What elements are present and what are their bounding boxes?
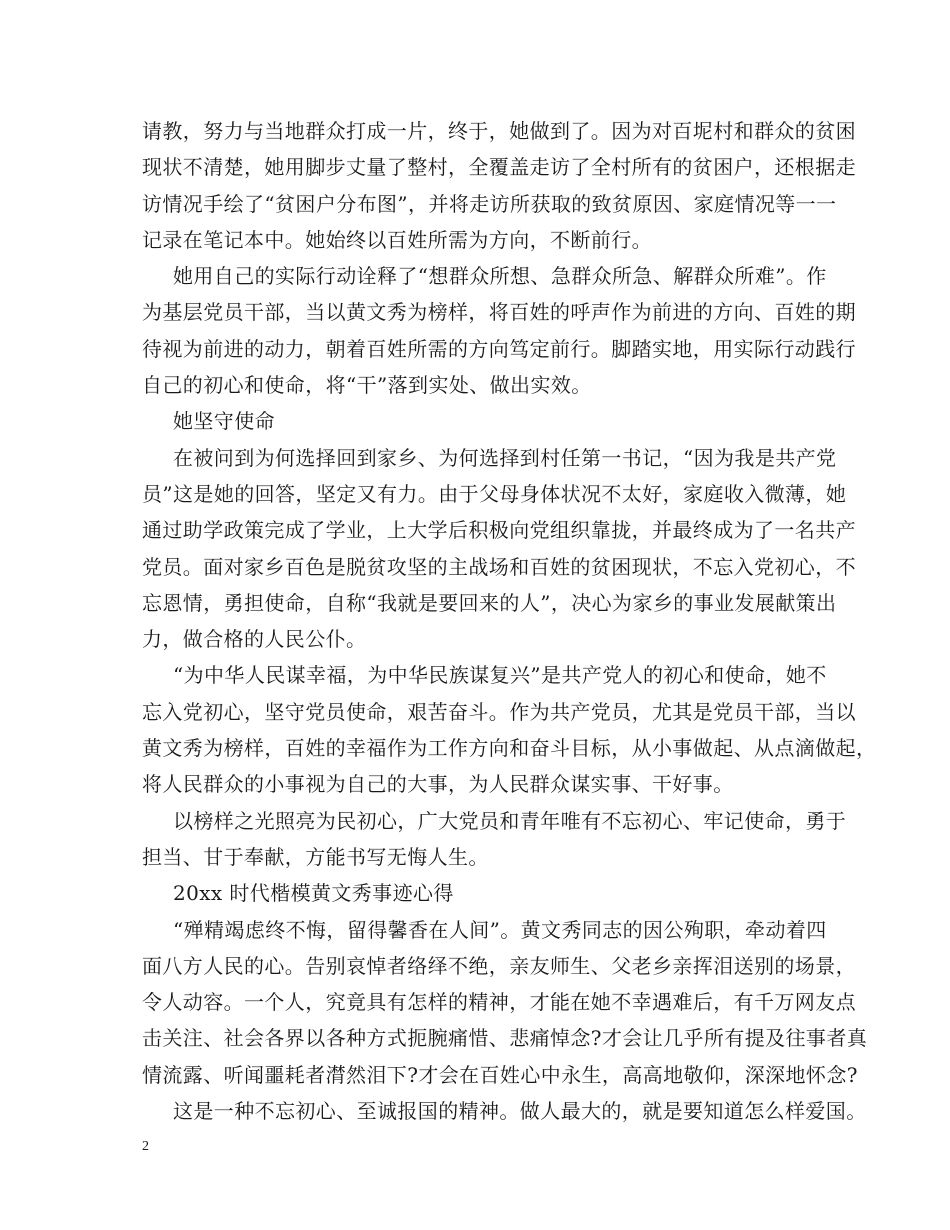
text-line: 通过助学政策完成了学业，上大学后积极向党组织靠拢，并最终成为了一名共产 — [142, 518, 856, 543]
text-line: 在被问到为何选择回到家乡、为何选择到村任第一书记，“因为我是共产党 — [173, 445, 837, 470]
page-number: 2 — [142, 1139, 149, 1154]
text-line: 她坚守使命 — [173, 409, 275, 434]
text-line: 现状不清楚，她用脚步丈量了整村，全覆盖走访了全村所有的贫困户，还根据走 — [142, 155, 856, 180]
text-line: 令人动容。一个人，究竟具有怎样的精神，才能在她不幸遇难后，有千万网友点 — [142, 990, 856, 1015]
text-line: 党员。面对家乡百色是脱贫攻坚的主战场和百姓的贫困现状，不忘入党初心，不 — [142, 554, 856, 579]
text-line: 这是一种不忘初心、至诚报国的精神。做人最大的，就是要知道怎么样爱国。 — [173, 1099, 867, 1124]
text-line: 以榜样之光照亮为民初心，广大党员和青年唯有不忘初心、牢记使命，勇于 — [173, 808, 847, 833]
text-line: 担当、甘于奉献，方能书写无悔人生。 — [142, 844, 489, 869]
text-line: 她用自己的实际行动诠释了“想群众所想、急群众所急、解群众所难”。作 — [173, 264, 827, 289]
text-line: 力，做合格的人民公仆。 — [142, 627, 367, 652]
text-line: 为基层党员干部，当以黄文秀为榜样，将百姓的呼声作为前进的方向、百姓的期 — [142, 300, 856, 325]
text-line: 面八方人民的心。告别哀悼者络绎不绝，亲友师生、父老乡亲挥泪送别的场景， — [142, 953, 856, 978]
text-line: 员”这是她的回答，坚定又有力。由于父母身体状况不太好，家庭收入微薄，她 — [142, 481, 847, 506]
text-line: 记录在笔记本中。她始终以百姓所需为方向，不断前行。 — [142, 227, 652, 252]
text-line: 黄文秀为榜样，百姓的幸福作为工作方向和奋斗目标，从小事做起、从点滴做起， — [142, 736, 877, 761]
text-line: 20xx 时代楷模黄文秀事迹心得 — [173, 881, 454, 906]
text-line: 将人民群众的小事视为自己的大事，为人民群众谋实事、干好事。 — [142, 772, 734, 797]
text-line: 忘入党初心，坚守党员使命，艰苦奋斗。作为共产党员，尤其是党员干部，当以 — [142, 699, 856, 724]
text-line: 请教，努力与当地群众打成一片，终于，她做到了。因为对百坭村和群众的贫困 — [142, 119, 856, 143]
text-line: 自己的初心和使命，将“干”落到实处、做出实效。 — [142, 373, 592, 398]
text-line: 访情况手绘了“贫困户分布图”，并将走访所获取的致贫原因、家庭情况等一一 — [142, 191, 837, 216]
text-line: 待视为前进的动力，朝着百姓所需的方向笃定前行。脚踏实地，用实际行动践行 — [142, 336, 856, 361]
text-line: 击关注、社会各界以各种方式扼腕痛惜、悲痛悼念?才会让几乎所有提及往事者真 — [142, 1026, 868, 1051]
body-text — [142, 113, 877, 1129]
text-line: “殚精竭虑终不悔，留得馨香在人间”。黄文秀同志的因公殉职，牵动着四 — [173, 917, 827, 942]
text-line: “为中华人民谋幸福，为中华民族谋复兴”是共产党人的初心和使命，她不 — [173, 663, 827, 688]
text-line: 情流露、听闻噩耗者潸然泪下?才会在百姓心中永生，高高地敬仰，深深地怀念? — [142, 1062, 858, 1087]
text-line: 忘恩情，勇担使命，自称“我就是要回来的人”，决心为家乡的事业发展献策出 — [142, 590, 837, 615]
